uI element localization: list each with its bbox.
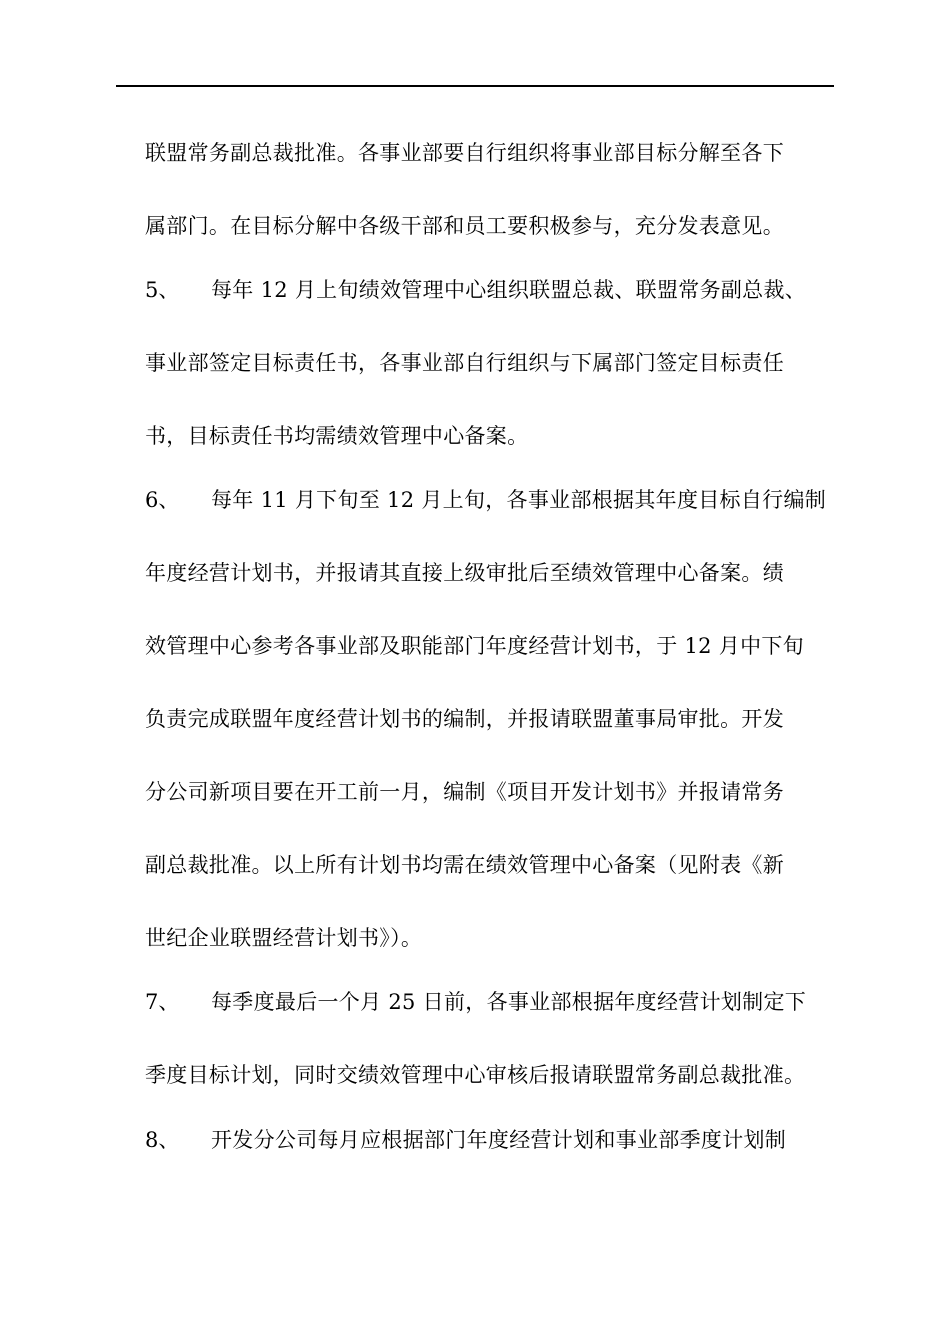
item-number: 7、 [145,990,180,1014]
paragraph-line: 副总裁批准。以上所有计划书均需在绩效管理中心备案（见附表《新 [145,853,784,877]
paragraph-line: 世纪企业联盟经营计划书》）。 [145,926,423,950]
paragraph-line: 每季度最后一个月 25 日前，各事业部根据年度经营计划制定下 [211,990,807,1014]
paragraph-line: 每年 12 月上旬绩效管理中心组织联盟总裁、联盟常务副总裁、 [211,278,807,302]
paragraph-line: 书，目标责任书均需绩效管理中心备案。 [145,424,529,448]
paragraph-line: 开发分公司每月应根据部门年度经营计划和事业部季度计划制 [211,1128,787,1152]
paragraph-line: 属部门。在目标分解中各级干部和员工要积极参与，充分发表意见。 [145,214,784,238]
paragraph-line: 效管理中心参考各事业部及职能部门年度经营计划书，于 12 月中下旬 [145,634,804,658]
paragraph-line: 负责完成联盟年度经营计划书的编制，并报请联盟董事局审批。开发 [145,707,784,731]
paragraph-line: 事业部签定目标责任书，各事业部自行组织与下属部门签定目标责任 [145,351,784,375]
paragraph-line: 联盟常务副总裁批准。各事业部要自行组织将事业部目标分解至各下 [145,141,784,165]
paragraph-line: 年度经营计划书，并报请其直接上级审批后至绩效管理中心备案。绩 [145,561,784,585]
header-rule [116,85,834,87]
paragraph-line: 季度目标计划，同时交绩效管理中心审核后报请联盟常务副总裁批准。 [145,1063,806,1087]
item-number: 6、 [145,488,180,512]
item-number: 8、 [145,1128,180,1152]
item-number: 5、 [145,278,180,302]
paragraph-line: 每年 11 月下旬至 12 月上旬，各事业部根据其年度目标自行编制 [211,488,827,512]
paragraph-line: 分公司新项目要在开工前一月，编制《项目开发计划书》并报请常务 [145,780,784,804]
